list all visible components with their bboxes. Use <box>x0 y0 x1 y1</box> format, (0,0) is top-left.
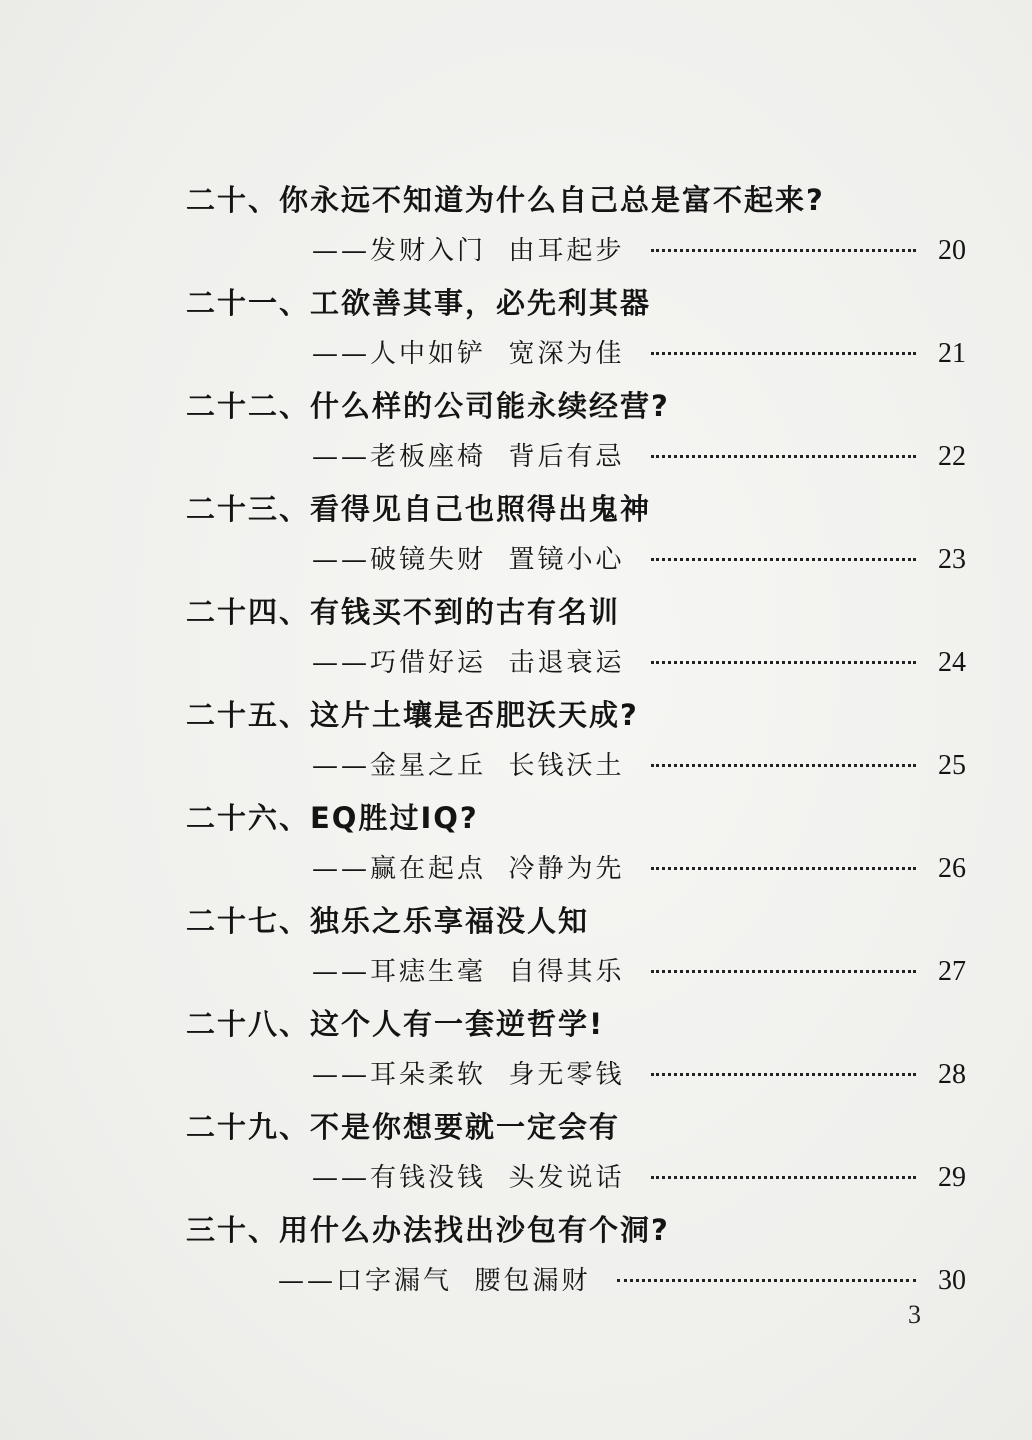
toc-entry <box>186 786 976 889</box>
toc-entry <box>186 271 976 374</box>
toc-entry-subline <box>186 745 966 781</box>
toc-entry-subtitle: ——耳痣生毫 自得其乐 <box>312 957 625 987</box>
toc-entry-subtitle: ——破镜失财 置镜小心 <box>312 545 625 575</box>
toc-entry <box>186 374 976 477</box>
toc-entry <box>186 683 976 786</box>
toc-entry-subline <box>186 1260 966 1296</box>
toc-entry-subline <box>186 1157 966 1193</box>
toc-entry-subline <box>186 642 966 678</box>
toc-entry-subline <box>186 1054 966 1090</box>
toc-entry-subline <box>186 333 966 369</box>
toc-entry-page-number: 28 <box>938 1059 966 1090</box>
toc-entry-subtitle: ——赢在起点 冷静为先 <box>312 854 625 884</box>
dot-leader <box>651 558 916 561</box>
toc-entry-title: 二十九、不是你想要就一定会有 <box>186 1110 621 1144</box>
toc-entry-page-number: 30 <box>938 1265 966 1296</box>
toc-entry-subtitle: ——巧借好运 击退衰运 <box>312 648 625 678</box>
toc-entry-subline <box>186 951 966 987</box>
toc-entry-page-number: 23 <box>938 544 966 575</box>
toc-entry-title: 二十七、独乐之乐享福没人知 <box>186 904 590 938</box>
dot-leader <box>651 1176 916 1179</box>
toc-entry <box>186 1095 976 1198</box>
toc-entry-page-number: 20 <box>938 235 966 266</box>
dot-leader <box>651 661 916 664</box>
toc-entry <box>186 477 976 580</box>
toc-entry-title: 二十一、工欲善其事，必先利其器 <box>186 286 652 320</box>
toc-entry-page-number: 22 <box>938 441 966 472</box>
toc-entry-page-number: 25 <box>938 750 966 781</box>
toc-entry-title: 二十五、这片土壤是否肥沃天成? <box>186 698 639 732</box>
toc-entry-subline <box>186 436 966 472</box>
toc-entry-subtitle: ——金星之丘 长钱沃土 <box>312 751 625 781</box>
table-of-contents <box>186 168 976 1301</box>
page-number-footer: 3 <box>908 1300 921 1329</box>
toc-entry-title: 三十、用什么办法找出沙包有个洞? <box>186 1213 670 1247</box>
toc-entry-page-number: 29 <box>938 1162 966 1193</box>
dot-leader <box>651 352 916 355</box>
toc-entry-subline <box>186 539 966 575</box>
dot-leader <box>651 970 916 973</box>
dot-leader <box>651 867 916 870</box>
dot-leader <box>651 764 916 767</box>
toc-entry <box>186 580 976 683</box>
toc-entry-title: 二十六、EQ胜过IQ? <box>186 801 479 835</box>
toc-entry-page-number: 24 <box>938 647 966 678</box>
toc-entry-subtitle: ——发财入门 由耳起步 <box>312 236 625 266</box>
toc-entry-subtitle: ——老板座椅 背后有忌 <box>312 442 625 472</box>
dot-leader <box>651 249 916 252</box>
toc-entry-title: 二十四、有钱买不到的古有名训 <box>186 595 621 629</box>
toc-entry <box>186 168 976 271</box>
toc-entry-title: 二十二、什么样的公司能永续经营? <box>186 389 670 423</box>
toc-entry-subtitle: ——人中如铲 宽深为佳 <box>312 339 625 369</box>
toc-entry-subtitle: ——耳朵柔软 身无零钱 <box>312 1060 625 1090</box>
dot-leader <box>617 1279 916 1282</box>
dot-leader <box>651 1073 916 1076</box>
toc-entry-subline <box>186 230 966 266</box>
dot-leader <box>651 455 916 458</box>
toc-entry-page-number: 21 <box>938 338 966 369</box>
toc-entry <box>186 889 976 992</box>
toc-entry-title: 二十三、看得见自己也照得出鬼神 <box>186 492 652 526</box>
toc-entry <box>186 1198 976 1301</box>
toc-entry-title: 二十八、这个人有一套逆哲学! <box>186 1007 605 1041</box>
toc-entry-subline <box>186 848 966 884</box>
toc-entry-subtitle: ——有钱没钱 头发说话 <box>312 1163 625 1193</box>
toc-entry-title: 二十、你永远不知道为什么自己总是富不起来? <box>186 183 825 217</box>
toc-entry-subtitle: ——口字漏气 腰包漏财 <box>278 1266 591 1296</box>
toc-entry-page-number: 26 <box>938 853 966 884</box>
toc-entry <box>186 992 976 1095</box>
toc-entry-page-number: 27 <box>938 956 966 987</box>
